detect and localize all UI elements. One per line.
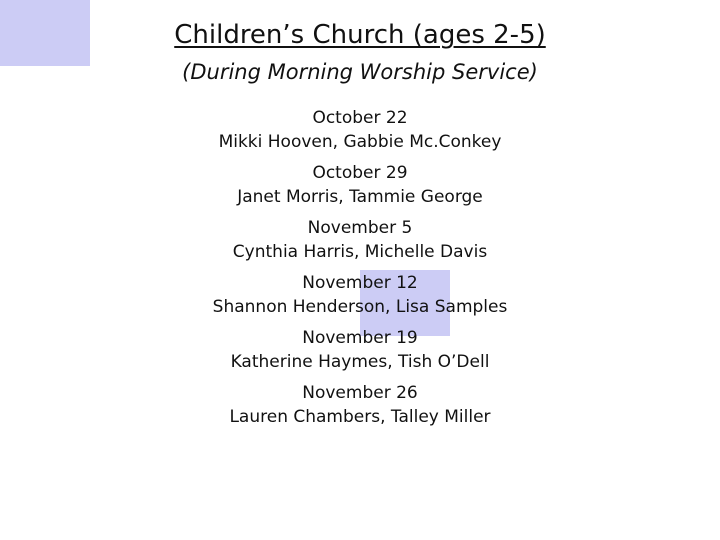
schedule-entry <box>0 216 720 271</box>
schedule-entry <box>0 381 720 436</box>
schedule-date: November 5 <box>307 218 413 238</box>
page-subtitle: (During Morning Worship Service) <box>182 60 538 84</box>
schedule-entry <box>0 161 720 216</box>
schedule-volunteers: Cynthia Harris, Michelle Davis <box>232 242 488 262</box>
schedule-entry <box>0 106 720 161</box>
schedule-date: November 19 <box>302 328 418 348</box>
schedule-list <box>0 106 720 436</box>
schedule-volunteers: Shannon Henderson, Lisa Samples <box>212 297 508 317</box>
schedule-volunteers: Lauren Chambers, Talley Miller <box>229 407 491 427</box>
schedule-volunteers: Janet Morris, Tammie George <box>237 187 483 207</box>
schedule-volunteers: Katherine Haymes, Tish O’Dell <box>230 352 490 372</box>
schedule-date: November 12 <box>302 273 418 293</box>
schedule-entry <box>0 326 720 381</box>
schedule-entry <box>0 271 720 326</box>
page-title-text: Children’s Church (ages 2-5) <box>174 20 546 50</box>
schedule-date: October 29 <box>312 163 408 183</box>
schedule-volunteers: Mikki Hooven, Gabbie Mc.Conkey <box>218 132 502 152</box>
schedule-date: October 22 <box>312 108 408 128</box>
page-title <box>0 18 720 52</box>
schedule-date: November 26 <box>302 383 418 403</box>
